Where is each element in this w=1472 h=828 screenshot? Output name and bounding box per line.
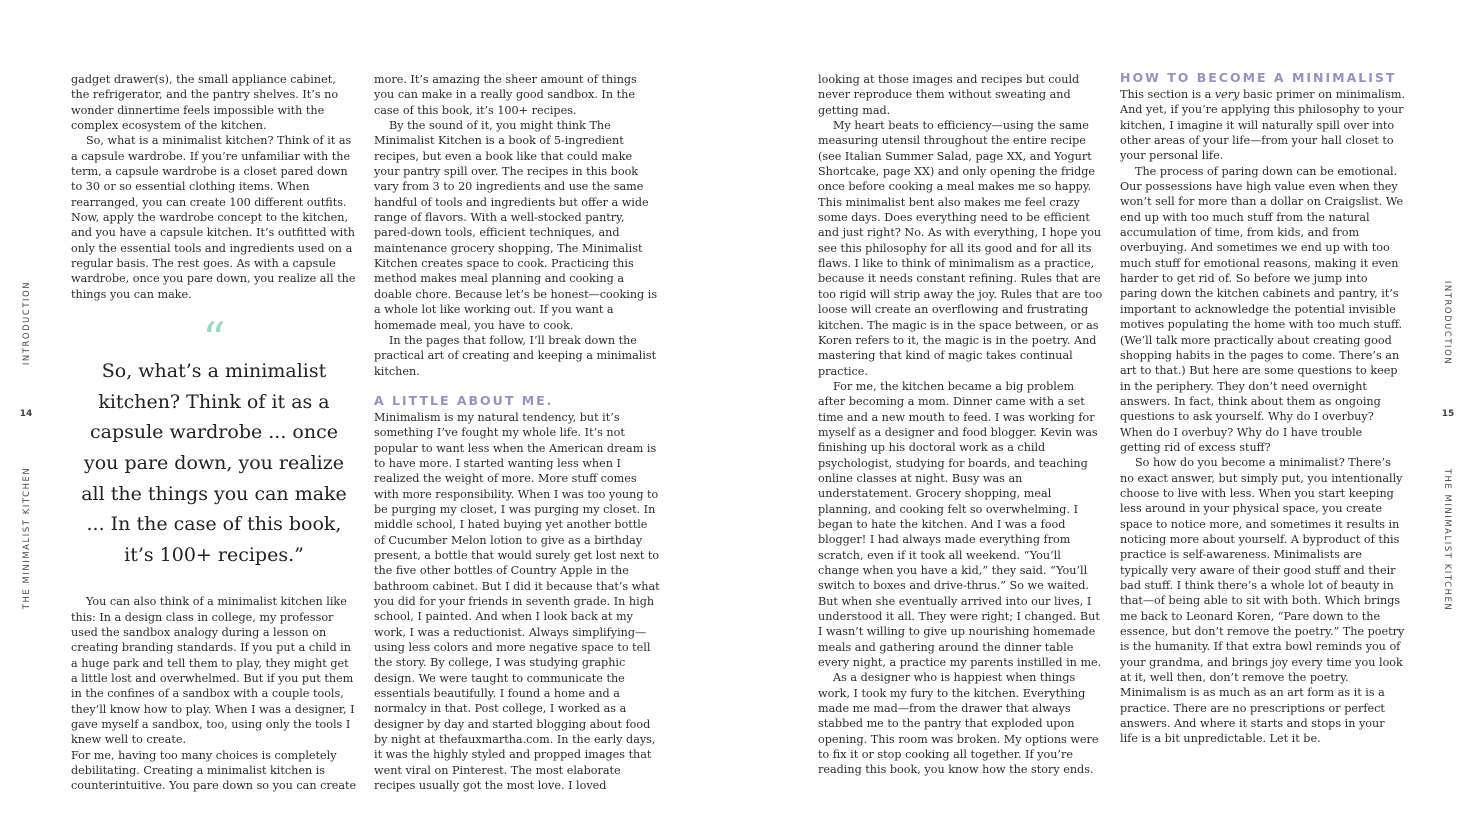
paragraph: As a designer who is happiest when things work, I took my fury to the kitchen. Everything made me mad—from the drawer that always stabbed me to the pantry that exploded upon opening. This room was broken. My options were to fix it or stop cooking all together. If you’re reading this book, you know how the story ends.: [818, 671, 1099, 777]
paragraph: gadget drawer(s), the small appliance cabinet, the refrigerator, and the pantry shelves. It’s no wonder dinnertime feels impossible with the complex ecosystem of the kitchen.: [71, 73, 339, 133]
running-head-introduction: INTRODUCTION: [1443, 280, 1453, 366]
page-number: 14: [19, 409, 33, 419]
paragraph: For me, the kitchen became a big problem after becoming a mom. Dinner came with a set time and a new mouth to feed. I was working for myself as a designer and food blogger. Kevin was finishing up his doctoral work as a child psychologist, studying for boards, and teaching online classes at night. Busy was an understatement. Grocery shopping, meal planning, and cooking felt so overwhelming. I began to hate the kitchen. And I was a food blogger! I had always made everything from scratch, even if it took all weekend. “You’ll change when you have a kid,” they said. “You’ll switch to boxes and drive-thrus.” So we waited. But when she eventually arrived into our lives, I understood it all. They were right; I changed. But I wasn’t willing to give up nourishing homemade meals and gathering around the dinner table every night, a practice my parents instilled in me.: [818, 379, 1102, 670]
intro-emphasis: very: [1214, 88, 1240, 101]
intro-text: basic primer on minimalism. And yet, if you’re applying this philosophy to your kitchen, I imagine it will naturally spill over into other areas of your life—from your hall closet to your personal life.: [1120, 88, 1406, 163]
paragraph: You can also think of a minimalist kitchen like this: In a design class in college, my professor used the sandbox analogy during a lesson on creating branding standards. If you put a child in a huge park and tell them to play, they might get a little lost and overwhelmed. But if you put them in the confines of a sandbox with a couple tools, they’ll know how to play. When I was a designer, I gave myself a sandbox, too, using only the tools I knew well to create.: [71, 595, 355, 747]
paragraph: The process of paring down can be emotional. Our possessions have high value even when they won’t sell for more than a dollar on Craigslist. We end up with too much stuff from the natural accumulation of time, from kids, and from overbuying. And sometimes we end up with too much stuff for emotional reasons, making it even harder to get rid of. So before we jump into paring down the kitchen cabinets and pantry, it’s important to acknowledge the potential invisible motives populating the home with too much stuff. (We’ll talk more practically about creating good shopping habits in the pages to come. There’s an art to that.) But here are some questions to keep in the periphery. They don’t need overnight answers. In fact, think about them as ongoing questions to ask yourself. Why do I overbuy? When do I overbuy? Why do I have trouble getting rid of excess stuff?: [1120, 164, 1404, 454]
right-column-2: [1120, 70, 1406, 747]
right-page-margin: [1441, 0, 1455, 828]
page-number: 15: [1441, 409, 1455, 419]
right-page: [736, 0, 1472, 828]
paragraph: For me, having too many choices is completely debilitating. Creating a minimalist kitchen is counterintuitive. You pare down so you can create: [71, 748, 357, 793]
paragraph: Minimalism is my natural tendency, but it’s something I’ve fought my whole life. It’s not popular to want less when the American dream is to have more. I started wanting less when I realized the weight of more. More stuff comes with more responsibility. When I was too young to be purging my closet, I was purging my closet. In middle school, I hated buying yet another bottle of Cucumber Melon lotion to give as a birthday present, a bottle that would surely get lost next to the five other bottles of Country Apple in the bathroom cabinet. But I did it because that’s what you did for your friends in seventh grade. In high school, I painted. And when I look back at my work, I was a reductionist. Always simplifying—using less colors and more negative space to tell the story. By college, I was studying graphic design. We were taught to communicate the essentials beautifully. I found a home and a normalcy in that. Post college, I worked as a designer by day and started blogging about food by night at thefauxmartha.com. In the early days, it was the highly styled and propped images that went viral on Pinterest. The most elaborate recipes usually got the most love. I loved: [374, 410, 660, 793]
paragraph: more. It’s amazing the sheer amount of things you can make in a really good sandbox. In the case of this book, it’s 100+ recipes.: [374, 73, 637, 117]
paragraph: By the sound of it, you might think The Minimalist Kitchen is a book of 5-ingredient recipes, but even a book like that could make your pantry spill over. The recipes in this book vary from 3 to 20 ingredients and use the same handful of tools and ingredients but offer a wide range of flavors. With a well-stocked pantry, pared-down tools, efficient techniques, and maintenance grocery shopping, The Minimalist Kitchen creates space to cook. Practicing this method makes meal planning and cooking a doable chore. Because let’s be honest—cooking is a whole lot like working out. If you want a homemade meal, you have to cook.: [374, 119, 658, 332]
paragraph: looking at those images and recipes but could never reproduce them without sweating and getting mad.: [818, 73, 1080, 117]
left-page-margin: [19, 0, 33, 828]
pull-quote-text: So, what’s a minimalist kitchen? Think of it as a capsule wardrobe ... once you pare down, you realize all the things you can make ... In the case of this book, it’s 100+ recipes.”: [81, 360, 347, 566]
paragraph: My heart beats to efficiency—using the same measuring utensil throughout the entire recipe (see Italian Summer Salad, page XX, and Yogurt Shortcake, page XX) and only opening the fridge once before cooking a meal makes me so happy. This minimalist bent also makes me feel crazy some days. Does everything need to be efficient and just right? No. As with everything, I hope you see this philosophy for all its good and for all its flaws. I like to think of minimalism as a practice, because it needs constant refining. Rules that are too rigid will strip away the joy. Rules that are too loose will create an overflowing and frustrating kitchen. The magic is in the space between, or as Koren refers to it, the magic is in the poetry. And mastering that kind of magic takes continual practice.: [818, 119, 1103, 378]
paragraph: So, what is a minimalist kitchen? Think of it as a capsule wardrobe. If you’re unfamiliar with the term, a capsule wardrobe is a closet pared down to 30 or so essential clothing items. When rearranged, you can create 100 different outfits. Now, apply the wardrobe concept to the kitchen, and you have a capsule kitchen. It’s outfitted with only the essential tools and ingredients used on a regular basis. The rest goes. As with a capsule wardrobe, once you pare down, you realize all the things you can make.: [71, 134, 356, 301]
pull-quote: [71, 312, 357, 570]
paragraph: So how do you become a minimalist? There’s no exact answer, but simply put, you intentionally choose to live with less. When you start keeping less around in your physical space, you create space to notice more, and sometimes it results in noticing more about yourself. A byproduct of this practice is self-awareness. Minimalists are typically very aware of their good stuff and their bad stuff. I think there’s a whole lot of beauty in that—of being able to sit with both. Which brings me back to Leonard Koren, “Pare down to the essence, but don’t remove the poetry.” The poetry is the humanity. If that extra bowl reminds you of your grandma, and brings joy every time you look at it, well then, don’t remove the poetry. Minimalism is as much as an art form as it is a practice. There are no prescriptions or perfect answers. And where it starts and stops in your life is a bit unpredictable. Let it be.: [1120, 456, 1405, 746]
intro-text: This section is a: [1120, 88, 1215, 101]
right-column-1: [818, 72, 1104, 778]
left-column-1: [71, 72, 357, 794]
paragraph: [1120, 87, 1406, 164]
running-head-introduction: INTRODUCTION: [21, 280, 31, 366]
running-head-book-title: THE MINIMALIST KITCHEN: [1443, 468, 1453, 612]
running-head-book-title: THE MINIMALIST KITCHEN: [21, 466, 31, 610]
paragraph: In the pages that follow, I’ll break down the practical art of creating and keeping a minimalist kitchen.: [374, 333, 657, 378]
left-column-2: [374, 72, 660, 793]
section-heading: HOW TO BECOME A MINIMALIST: [1120, 70, 1397, 85]
quote-mark-icon: “: [202, 312, 226, 367]
section-heading: A LITTLE ABOUT ME.: [374, 392, 554, 408]
